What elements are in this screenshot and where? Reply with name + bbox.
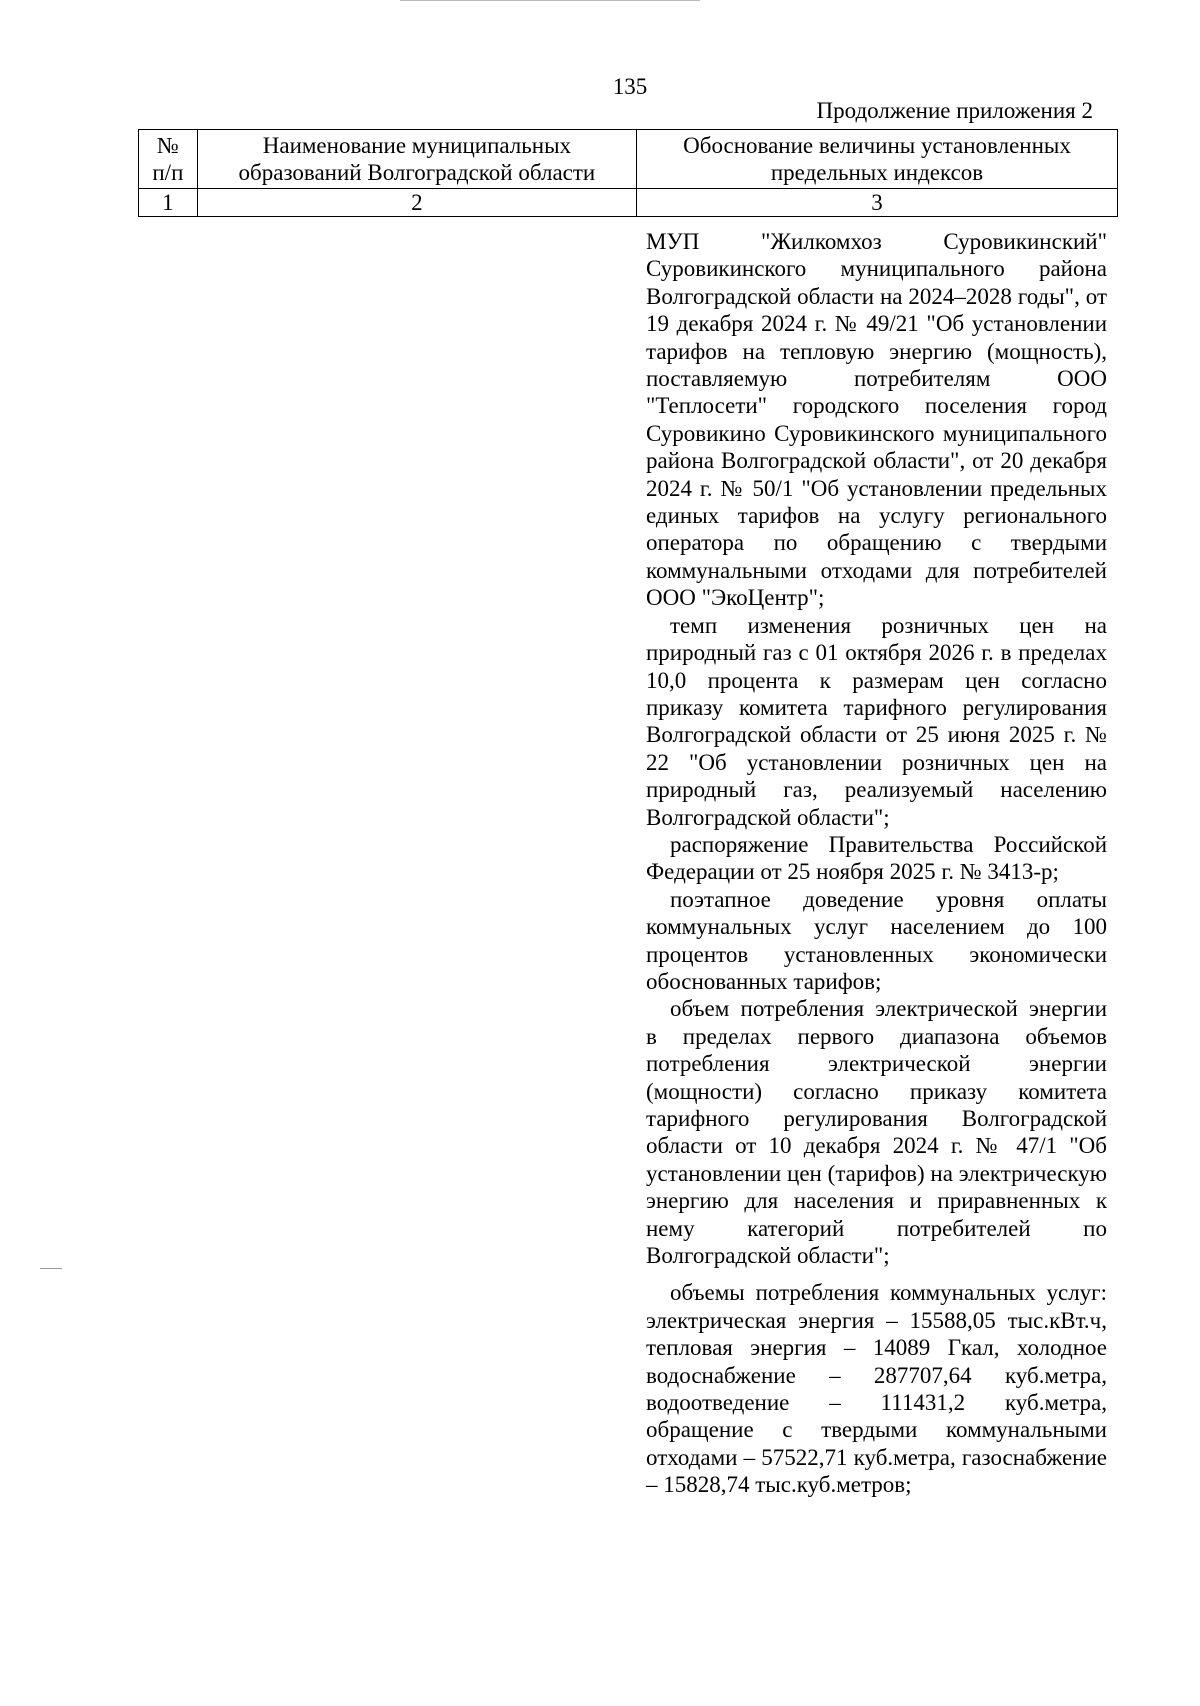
table-header-row — [139, 130, 1118, 189]
paragraph-government-order: распоряжение Правительства Российской Федерации от 25 ноября 2025 г. № 3413-р; — [646, 831, 1107, 885]
header-cell-number — [139, 130, 198, 189]
column-number-2: 2 — [197, 189, 636, 217]
paragraph-payment-level: поэтапное доведение уровня оплаты коммунальных услуг населением до 100 процентов установленных экономически обоснованных тарифов; — [646, 886, 1107, 994]
page-number: 135 — [612, 74, 648, 99]
column-number-3: 3 — [637, 189, 1118, 217]
paragraph-gas-prices: темп изменения розничных цен на природный газ с 01 октября 2026 г. в пределах 10,0 процента к размерам цен согласно приказу комитета тарифного регулирования Волгоградской области от 25 июня 2025 г. № 22 "Об установлении розничных цен на природный газ, реализуемый населению Волгоградской области"; — [646, 612, 1107, 830]
paragraph-electricity-volume: объем потребления электрической энергии в пределах первого диапазона объемов потребления электрической энергии (мощности) согласно приказу комитета тарифного регулирования Волгоградской области от 10 декабря 2024 г. № 47/1 "Об установлении цен (тарифов) на электрическую энергию для населения и приравненных к нему категорий потребителей по Волгоградской области"; — [646, 996, 1107, 1269]
header-cell-number-line-2: п/п — [152, 160, 184, 185]
paragraph-consumption-volumes: объемы потребления коммунальных услуг: электрическая энергия – 15588,05 тыс.кВт.ч, тепловая энергия – 14089 Гкал, холодное водоснабжение – 287707,64 куб.метра, водоотведение – 111431,2 куб.метра, обращение с твердыми коммунальными отходами – 57522,71 куб.метра, газоснабжение – 15828,74 тыс.куб.метров; — [646, 1280, 1107, 1498]
appendix-table-header — [138, 129, 1118, 217]
header-cell-justification-line-2: предельных индексов — [770, 160, 984, 185]
header-cell-municipality — [197, 130, 636, 189]
scan-artifact — [40, 1268, 62, 1269]
header-cell-number-line-1: № — [156, 133, 179, 158]
paragraph-tariff-orders: МУП "Жилкомхоз Суровикинский" Суровикинского муниципального района Волгоградской области на 2024–2028 годы", от 19 декабря 2024 г. № 49/21 "Об установлении тарифов на тепловую энергию (мощность), поставляемую потребителям ООО "Теплосети" городского поселения город Суровикино Суровикинского муниципального района Волгоградской области", от 20 декабря 2024 г. № 50/1 "Об установлении предельных единых тарифов на услугу регионального оператора по обращению с твердыми коммунальными отходами для потребителей ООО "ЭкоЦентр"; — [646, 229, 1107, 611]
column-number-row — [139, 189, 1118, 217]
continuation-label: Продолжение приложения 2 — [816, 98, 1093, 123]
header-cell-municipality-line-2: образований Волгоградской области — [238, 160, 596, 185]
header-cell-justification — [637, 130, 1118, 189]
scan-edge-mark — [400, 0, 700, 1]
column-number-1: 1 — [139, 189, 198, 217]
header-cell-municipality-line-1: Наименование муниципальных — [262, 133, 572, 158]
justification-text — [646, 228, 1107, 1499]
header-cell-justification-line-1: Обоснование величины установленных — [683, 133, 1071, 158]
